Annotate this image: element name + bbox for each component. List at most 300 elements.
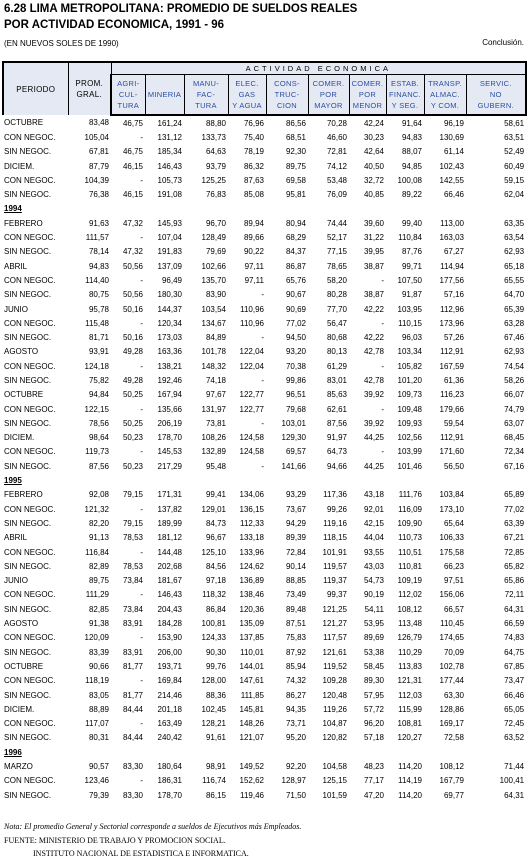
header-period: PERIODO [3,62,68,115]
value-cell: 122,77 [239,390,264,400]
value-cell: 77,02 [504,504,525,514]
value-cell: 121,25 [322,604,347,614]
value-cell: 191,08 [157,190,182,200]
period-cell: OCTUBRE [4,661,44,671]
period-cell: SIN NEGOC. [4,690,52,700]
value-cell: 91,87 [401,290,422,300]
value-cell: 65,89 [504,490,525,500]
value-cell: 193,71 [157,661,182,671]
value-cell: 80,28 [326,290,347,300]
value-cell: 88,80 [205,118,226,128]
value-cell: 120,82 [322,733,347,743]
value-cell: 77,70 [326,304,347,314]
value-cell: 177,56 [439,275,464,285]
period-cell: FEBRERO [4,490,43,500]
value-cell: 135,09 [239,619,264,629]
value-cell: 70,28 [326,118,347,128]
value-cell: 111,85 [240,690,264,700]
value-cell: 111,76 [398,490,422,500]
value-cell: 84,73 [205,518,226,528]
value-cell: 97,11 [244,261,264,271]
value-cell: 106,33 [439,533,464,543]
period-cell: SIN NEGOC. [4,147,52,157]
value-cell: 64,31 [504,604,525,614]
value-cell: 64,31 [504,790,525,800]
table-row [3,759,526,773]
table-row [3,702,526,716]
value-cell: 121,31 [397,676,422,686]
empty-cell [228,473,266,487]
value-cell: 82,89 [88,561,109,571]
value-cell: 59,54 [443,418,464,428]
value-cell: 50,23 [122,433,143,443]
value-cell: 136,89 [239,576,264,586]
value-cell: 133,96 [239,547,264,557]
period-cell: SIN NEGOC. [4,518,52,528]
value-cell: 78,53 [122,561,143,571]
value-cell: 75,83 [285,633,306,643]
empty-cell [424,473,466,487]
value-cell: 146,43 [157,590,182,600]
value-cell: 204,43 [157,604,182,614]
value-cell: 88,89 [88,704,109,714]
value-cell: 101,46 [397,461,422,471]
value-cell: 54,73 [363,576,384,586]
value-cell: 96,20 [363,719,384,729]
value-cell: 141,66 [281,461,306,471]
header-transp-almac: TRANSP. ALMAC. Y COM. [424,75,466,116]
value-cell: 217,29 [157,461,182,471]
value-cell: 72,11 [504,590,525,600]
value-cell: 84,56 [205,561,226,571]
value-cell: 169,84 [157,676,182,686]
empty-cell [68,473,111,487]
table-row [3,488,526,502]
value-cell: 99,37 [326,590,347,600]
value-cell: 94,29 [285,518,306,528]
empty-cell [386,202,424,216]
value-cell: 42,78 [363,375,384,385]
value-cell: 152,62 [239,776,264,786]
value-cell: 181,12 [157,533,182,543]
empty-cell [68,202,111,216]
value-cell: 53,95 [363,619,384,629]
header-prom-gral: PROM. GRAL. [68,62,111,115]
value-cell: 135,66 [157,404,182,414]
value-cell: 107,50 [397,275,422,285]
table-row [3,574,526,588]
value-cell: 50,56 [122,290,143,300]
value-cell: 167,94 [157,390,182,400]
value-cell: 119,73 [85,447,109,457]
value-cell: 43,18 [363,490,384,500]
value-cell: 63,52 [504,733,525,743]
value-cell: 89,48 [285,604,306,614]
value-cell: 110,51 [398,547,422,557]
period-cell: DICIEM. [4,704,35,714]
value-cell: 72,45 [504,719,525,729]
value-cell: 95,48 [205,461,226,471]
value-cell: 42,15 [363,518,384,528]
value-cell: 73,84 [122,576,143,586]
value-cell: 83,05 [88,690,109,700]
value-cell: 42,22 [363,304,384,314]
period-cell: ABRIL [4,261,28,271]
value-cell: 89,75 [285,161,306,171]
value-cell: 128,21 [201,719,226,729]
value-cell: 90,57 [88,762,109,771]
value-cell: 76,83 [205,190,226,200]
empty-cell [424,745,466,759]
value-cell: 94,35 [285,704,306,714]
value-cell: 80,94 [285,218,306,228]
value-cell: - [140,275,143,285]
value-cell: 87,79 [88,161,109,171]
value-cell: 91,38 [88,619,109,629]
empty-cell [266,473,308,487]
value-cell: 75,40 [243,132,264,142]
value-cell: 144,01 [239,661,264,671]
value-cell: 81,77 [122,661,143,671]
value-cell: 179,66 [439,404,464,414]
value-cell: 79,68 [285,404,306,414]
value-cell: 110,01 [240,647,264,657]
table-title-line1: 6.28 LIMA METROPOLITANA: PROMEDIO DE SUELDOS REALES [4,3,358,15]
period-cell: SIN NEGOC. [4,561,52,571]
value-cell: - [261,418,264,428]
period-cell: ABRIL [4,533,28,543]
value-cell: 63,28 [504,318,525,328]
value-cell: 42,78 [363,347,384,357]
period-cell: JUNIO [4,576,28,586]
value-cell: 125,15 [322,776,347,786]
value-cell: 70,09 [443,647,464,657]
empty-cell [145,202,184,216]
period-cell: CON NEGOC. [4,676,56,686]
value-cell: 185,34 [157,147,182,157]
value-cell: 97,51 [443,576,464,586]
value-cell: 126,79 [397,633,422,643]
value-cell: 50,56 [122,261,143,271]
table-row [3,316,526,330]
value-cell: 118,19 [85,676,109,686]
value-cell: 113,83 [398,661,422,671]
value-cell: - [140,776,143,786]
value-cell: - [140,175,143,185]
period-cell: SIN NEGOC. [4,333,52,343]
value-cell: 64,63 [205,147,226,157]
value-cell: 73,84 [122,604,143,614]
value-cell: - [140,590,143,600]
value-cell: 79,39 [88,790,109,800]
value-cell: 86,15 [205,790,226,800]
value-cell: 86,84 [205,604,226,614]
value-cell: 124,62 [239,561,264,571]
value-cell: 111,29 [85,590,109,600]
value-cell: 39,60 [363,218,384,228]
value-cell: 109,19 [397,576,422,586]
value-cell: 88,36 [205,690,226,700]
value-cell: - [140,361,143,371]
value-cell: 137,85 [239,633,264,643]
value-cell: 52,49 [504,147,525,157]
value-cell: 74,18 [205,375,226,385]
value-cell: 93,20 [285,347,306,357]
table-row [3,531,526,545]
value-cell: 39,92 [363,390,384,400]
value-cell: 91,97 [326,433,347,443]
value-cell: - [140,676,143,686]
value-cell: 119,26 [323,704,347,714]
value-cell: 65,76 [285,275,306,285]
value-cell: 134,06 [239,490,264,500]
value-cell: 163,03 [439,233,464,243]
empty-cell [349,745,386,759]
value-cell: 206,00 [157,647,182,657]
value-cell: - [140,404,143,414]
value-cell: 101,59 [322,790,347,800]
period-cell: OCTUBRE [4,118,44,128]
value-cell: 93,91 [88,347,109,357]
value-cell: 104,58 [322,762,347,771]
value-cell: 156,06 [439,590,464,600]
value-cell: 112,96 [440,304,464,314]
table-row [3,631,526,645]
value-cell: 89,30 [363,676,384,686]
value-cell: 66,57 [443,604,464,614]
value-cell: 110,96 [240,318,264,328]
value-cell: 50,25 [122,390,143,400]
value-cell: 138,21 [157,361,182,371]
value-cell: - [381,318,384,328]
value-cell: 201,18 [157,704,182,714]
value-cell: 46,75 [122,147,143,157]
value-cell: 175,58 [439,547,464,557]
value-cell: 174,65 [439,633,464,643]
value-cell: 83,91 [122,619,143,629]
value-cell: - [261,290,264,300]
table-row [3,602,526,616]
table-row [3,115,526,130]
value-cell: 66,59 [504,619,525,629]
year-label: 1996 [4,747,22,757]
period-cell: CON NEGOC. [4,633,56,643]
value-cell: 109,73 [397,390,422,400]
value-cell: 80,75 [88,290,109,300]
value-cell: 100,81 [201,619,226,629]
value-cell: 72,34 [504,447,525,457]
value-cell: 145,81 [239,704,264,714]
value-cell: 46,75 [122,118,143,128]
value-cell: 148,32 [201,361,226,371]
value-cell: 101,20 [397,375,422,385]
value-cell: 145,53 [157,447,182,457]
value-cell: 69,58 [285,175,306,185]
value-cell: 93,55 [363,547,384,557]
value-cell: 46,15 [122,190,143,200]
period-cell: FEBRERO [4,218,43,228]
table-row [3,216,526,230]
value-cell: 178,70 [157,790,182,800]
value-cell: 99,86 [285,375,306,385]
table-row [3,330,526,344]
table-row [3,588,526,602]
value-cell: 87,51 [285,619,306,629]
value-cell: 68,29 [285,233,306,243]
value-cell: 109,28 [322,676,347,686]
value-cell: 72,58 [443,733,464,743]
value-cell: 120,36 [239,604,264,614]
value-cell: 96,51 [285,390,306,400]
value-cell: 58,26 [504,375,525,385]
value-cell: 180,30 [157,290,182,300]
value-cell: 202,68 [157,561,182,571]
value-cell: 72,84 [285,547,306,557]
value-cell: 113,48 [398,619,422,629]
value-cell: - [381,361,384,371]
value-cell: 65,55 [504,275,525,285]
value-cell: 63,39 [504,518,525,528]
value-cell: 71,44 [504,762,525,771]
value-cell: 100,08 [397,175,422,185]
value-cell: 74,12 [326,161,347,171]
value-cell: 120,48 [322,690,347,700]
value-cell: 103,95 [397,304,422,314]
value-cell: 87,92 [285,647,306,657]
empty-cell [466,745,526,759]
value-cell: 49,28 [122,375,143,385]
value-cell: 119,37 [323,576,347,586]
value-cell: - [140,447,143,457]
value-cell: 58,20 [326,275,347,285]
value-cell: 112,03 [398,690,422,700]
table-row [3,402,526,416]
value-cell: 112,91 [440,433,464,443]
value-cell: 78,56 [88,418,109,428]
value-cell: 115,48 [85,318,109,328]
value-cell: 63,51 [504,132,525,142]
value-cell: 76,09 [326,190,347,200]
value-cell: 177,44 [439,676,464,686]
value-cell: 107,04 [157,233,182,243]
empty-cell [184,745,228,759]
value-cell: 92,20 [285,762,306,771]
value-cell: 88,07 [401,147,422,157]
empty-cell [111,202,145,216]
value-cell: 44,04 [363,533,384,543]
value-cell: 66,46 [443,190,464,200]
value-cell: 103,99 [397,447,422,457]
empty-cell [68,745,111,759]
table-row [3,345,526,359]
value-cell: 82,20 [88,518,109,528]
value-cell: 74,32 [285,676,306,686]
period-cell: SIN NEGOC. [4,461,52,471]
footnote: Nota: El promedio General y Sectorial corresponde a sueldos de Ejecutivos más Empleados. [4,822,302,831]
value-cell: 78,19 [243,147,264,157]
value-cell: 46,15 [122,161,143,171]
value-cell: 118,32 [202,590,226,600]
value-cell: 95,78 [88,304,109,314]
value-cell: 121,61 [322,647,347,657]
value-cell: 82,85 [88,604,109,614]
value-cell: 90,67 [285,290,306,300]
value-cell: 129,30 [281,433,306,443]
value-cell: 47,32 [122,218,143,228]
value-cell: 108,12 [397,604,422,614]
value-cell: 38,87 [363,290,384,300]
value-cell: 105,04 [84,132,109,142]
value-cell: 186,31 [157,776,182,786]
value-cell: 83,91 [122,647,143,657]
value-cell: 65,05 [504,704,525,714]
period-cell: DICIEM. [4,161,35,171]
value-cell: 61,14 [443,147,464,157]
value-cell: 77,17 [363,776,384,786]
value-cell: 98,91 [205,762,226,771]
value-cell: 136,15 [239,504,264,514]
table-row [3,245,526,259]
value-cell: 87,63 [243,175,264,185]
value-cell: 67,27 [443,247,464,257]
table-row [3,731,526,745]
value-cell: 46,60 [326,132,347,142]
value-cell: 94,83 [401,132,422,142]
value-cell: 47,20 [363,790,384,800]
value-cell: 95,20 [285,733,306,743]
value-cell: 149,52 [239,762,264,771]
value-cell: 96,70 [205,218,226,228]
period-cell: CON NEGOC. [4,233,56,243]
value-cell: 184,28 [157,619,182,629]
year-heading-row [3,745,526,759]
value-cell: 99,26 [326,504,347,514]
value-cell: 116,84 [85,547,109,557]
value-cell: 110,81 [398,561,422,571]
header-agricultura: AGRI- CUL- TURA [111,75,145,116]
value-cell: 181,67 [157,576,182,586]
value-cell: 53,48 [326,175,347,185]
table-row [3,445,526,459]
value-cell: 89,22 [401,190,422,200]
value-cell: 86,56 [285,118,306,128]
period-cell: MARZO [4,762,33,771]
value-cell: 161,24 [157,118,182,128]
value-cell: 110,73 [398,533,422,543]
value-cell: - [140,132,143,142]
period-cell: SIN NEGOC. [4,647,52,657]
value-cell: 87,56 [326,418,347,428]
table-row [3,688,526,702]
value-cell: 65,39 [504,304,525,314]
value-cell: 90,69 [285,304,306,314]
value-cell: 57,95 [363,690,384,700]
value-cell: 86,87 [285,261,306,271]
value-cell: 61,36 [443,375,464,385]
value-cell: 97,18 [205,576,226,586]
value-cell: 120,34 [157,318,182,328]
value-cell: 110,84 [398,233,422,243]
value-cell: 214,46 [157,690,182,700]
value-cell: 103,34 [397,347,422,357]
value-cell: 90,14 [285,561,306,571]
value-cell: 99,71 [401,261,422,271]
value-cell: 171,31 [157,490,182,500]
value-cell: 128,49 [201,233,226,243]
value-cell: 163,36 [157,347,182,357]
value-cell: 53,38 [363,647,384,657]
value-cell: 125,10 [201,547,226,557]
